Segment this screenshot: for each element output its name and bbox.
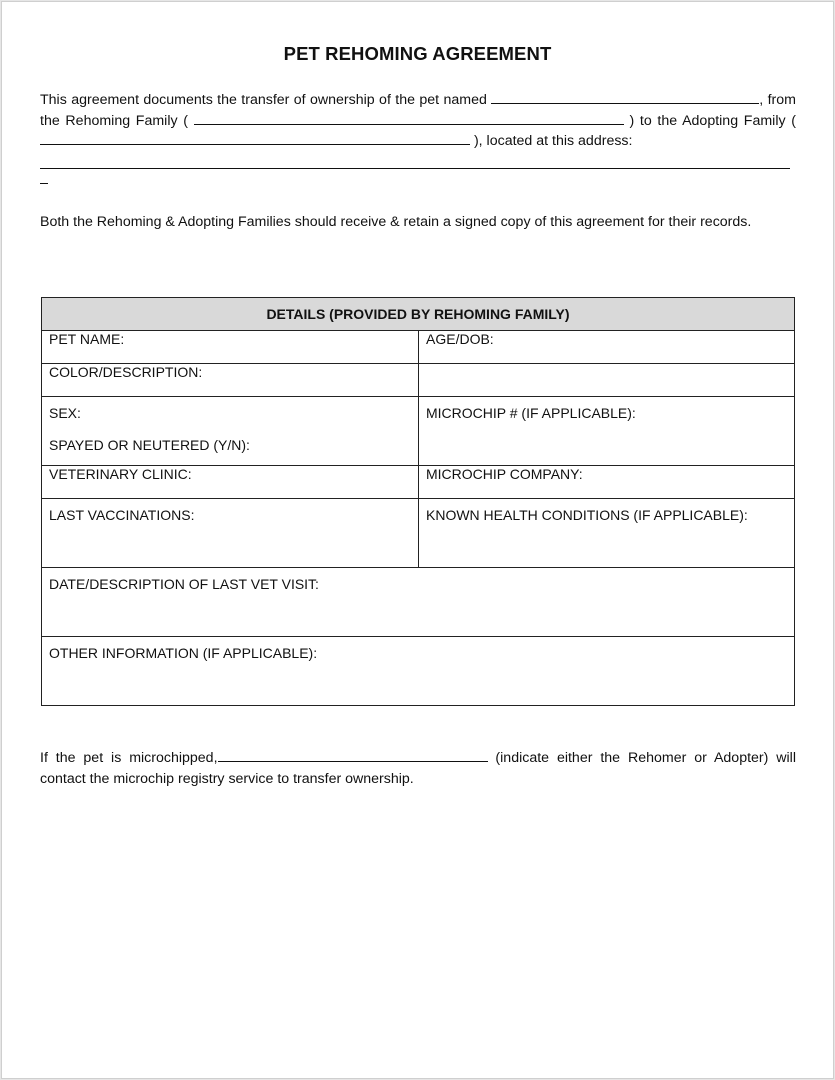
address-blank-continued[interactable]	[40, 169, 48, 184]
color-description-cell[interactable]	[42, 364, 419, 397]
last-vet-visit-cell[interactable]	[42, 568, 795, 637]
microchip-number-cell[interactable]	[419, 397, 795, 466]
intro-text-rehoming: from the Rehoming Family (	[40, 92, 796, 129]
closing-text-end: (indicate either the Rehomer or Adopter) will contact the microchip registry service to transfer ownership.	[40, 750, 796, 787]
details-table	[41, 297, 795, 706]
intro-text-pet: This agreement documents the transfer of ownership of the pet named	[40, 92, 487, 108]
pet-name-blank[interactable]	[491, 90, 759, 104]
document-title: PET REHOMING AGREEMENT	[283, 43, 552, 64]
sex-label: SEX:	[49, 405, 81, 421]
address-blank[interactable]	[40, 152, 790, 169]
empty-cell[interactable]	[419, 364, 795, 397]
intro-text-adopting: ) to the Adopting Family (	[629, 112, 796, 129]
microchip-company-label: MICROCHIP COMPANY:	[426, 466, 583, 482]
pet-name-label: PET NAME:	[49, 331, 125, 347]
age-dob-cell[interactable]	[419, 331, 795, 364]
intro-paragraph	[40, 90, 796, 184]
sex-spayed-cell[interactable]	[42, 397, 419, 466]
last-vet-visit-label: DATE/DESCRIPTION OF LAST VET VISIT:	[49, 576, 319, 592]
microchip-number-label: MICROCHIP # (IF APPLICABLE):	[426, 405, 636, 421]
intro-text-address: ), located at this address:	[473, 133, 633, 149]
intro-comma: ,	[759, 92, 764, 108]
adopting-family-blank[interactable]	[40, 131, 470, 145]
other-information-cell[interactable]	[42, 637, 795, 706]
last-vaccinations-cell[interactable]	[42, 499, 419, 568]
pet-name-cell[interactable]	[42, 331, 419, 364]
microchip-paragraph	[40, 748, 796, 790]
age-dob-label: AGE/DOB:	[426, 331, 494, 347]
color-description-label: COLOR/DESCRIPTION:	[49, 364, 203, 380]
other-information-label: OTHER INFORMATION (IF APPLICABLE):	[49, 645, 318, 661]
spayed-neutered-label: SPAYED OR NEUTERED (Y/N):	[49, 437, 250, 453]
signed-copy-note: Both the Rehoming & Adopting Families should receive & retain a signed copy of this agreement for their records.	[40, 214, 752, 230]
rehoming-family-blank[interactable]	[194, 111, 624, 125]
veterinary-clinic-cell[interactable]	[42, 466, 419, 499]
document-page	[1, 1, 834, 1079]
details-table-header: DETAILS (PROVIDED BY REHOMING FAMILY)	[42, 298, 795, 331]
known-health-conditions-cell[interactable]	[419, 499, 795, 568]
closing-text-start: If the pet is microchipped,	[40, 750, 218, 766]
veterinary-clinic-label: VETERINARY CLINIC:	[49, 466, 192, 482]
known-health-conditions-label: KNOWN HEALTH CONDITIONS (IF APPLICABLE):	[426, 507, 748, 523]
last-vaccinations-label: LAST VACCINATIONS:	[49, 507, 195, 523]
microchip-company-cell[interactable]	[419, 466, 795, 499]
microchip-responsible-blank[interactable]	[218, 748, 488, 762]
